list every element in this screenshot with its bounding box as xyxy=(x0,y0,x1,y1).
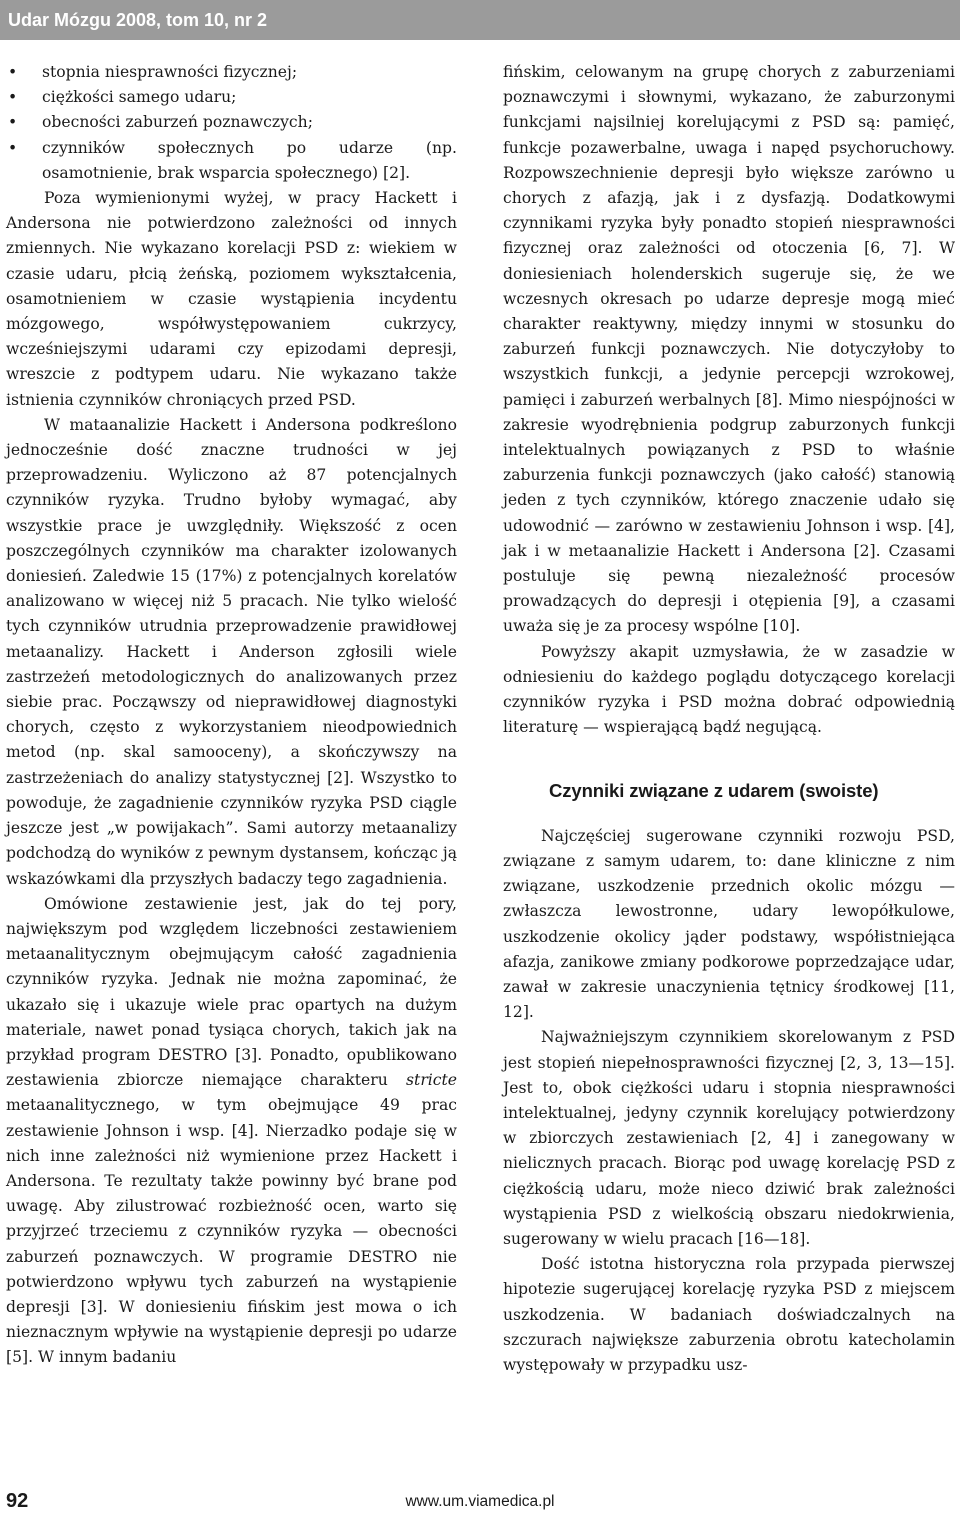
list-item: • obecności zaburzeń poznawczych; xyxy=(6,110,457,135)
left-column xyxy=(6,60,457,1371)
risk-factor-list xyxy=(6,60,457,186)
journal-url: www.um.viamedica.pl xyxy=(405,1493,555,1510)
journal-header-bar xyxy=(0,0,960,40)
page-number: 92 xyxy=(6,1490,29,1512)
journal-title: Udar Mózgu 2008, tom 10, nr 2 xyxy=(8,9,268,30)
paragraph: Powyższy akapit uzmysławia, że w zasadzie w odniesieniu do każdego poglądu dotyczącego korelacji czynników ryzyka i PSD można dobrać odpowiednią literaturę — wspierającą bądź negującą. xyxy=(503,642,955,737)
paragraph xyxy=(6,892,457,1371)
list-item: • ciężkości samego udaru; xyxy=(6,85,457,110)
section-heading: Czynniki związane z udarem (swoiste) xyxy=(549,780,879,802)
paragraph: Najważniejszym czynnikiem skorelowanym z PSD jest stopień niepełnosprawności fizycznej [2, 3, 13—15]. Jest to, obok ciężkości udaru i stopnia niesprawności intelektualnej, jedyny czynnik korelujący potwierdzony w zbiorczych zestawieniach [2, 4] i zanegowany w nielicznych pracach. Biorąc pod uwagę korelację PSD z ciężkością udaru, może nieco dziwić brak zależności wystąpienia PSD z wielkością obszaru niedokrwienia, sugerowany w wielu pracach [16—18]. xyxy=(503,1028,955,1248)
paragraph-text: metaanalitycznego, w tym obejmujące 49 prac zestawienie Johnson i wsp. [4]. Nierzadko podaje się w nich inne zależności niż wymienione przez Hackett i Andersona. Te rezultaty także powinny być brane pod uwagę. Aby zilustrować rozbieżność ocen, warto się przyjrzeć trzeciemu z czynników ryzyka — obecności zaburzeń poznawczych. W programie DESTRO nie potwierdzono wpływu tych zaburzeń na wystąpienie depresji [3]. W doniesieniu fińskim jest mowa o ich nieznacznym wpływie na wystąpienie depresji po udarze [5]. W innym badaniu xyxy=(6,1096,457,1367)
italic-term: stricte xyxy=(406,1071,457,1090)
list-item: • stopnia niesprawności fizycznej; xyxy=(6,60,457,85)
paragraph-text: Omówione zestawienie jest, jak do tej pory, największym pod względem liczebności zestawieniem metaanalitycznym obejmującym całość zagadnienia czynników ryzyka. Jednak nie można zapominać, że ukazało się i ukazuje wiele prac opartych na dużym materiale, nawet ponad tysiąca chorych, takich jak na przykład program DESTRO [3]. Ponadto, opublikowano zestawienia zbiorcze niemające charakteru xyxy=(6,894,457,1090)
paragraph: fińskim, celowanym na grupę chorych z zaburzeniami poznawczymi i słownymi, wykazano, że zaburzonymi funkcjami najsilniej korelującymi z PSD są: pamięć, funkcje pozawerbalne, uwaga i napęd psychoruchowy. Rozpowszechnienie depresji było większe zarówno u chorych z afazją, jak i z dysfazją. Dodatkowymi czynnikami ryzyka były ponadto stopień niesprawności fizycznej oraz zależności od otoczenia [6, 7]. W doniesieniach holenderskich sugeruje się, że we wczesnych okresach po udarze depresje mogą mieć charakter reaktywny, między innymi w stosunku do zaburzeń funkcji poznawczych. Nie dotyczyłoby to wszystkich funkcji, a jedynie percepcji wzrokowej, pamięci i zaburzeń werbalnych [8]. Mimo niespójności w zakresie wyodrębnienia podgrup zaburzonych funkcji intelektualnych powiązanych z PSD to właśnie zaburzenia funkcji poznawczych (jako całość) stanowią jeden z tych czynników, którego znaczenie udało się udowodnić — zarówno w zestawieniu Johnson i wsp. [4], jak i w metaanalizie Hackett i Andersona [2]. Czasami postuluje się pewną niezależność procesów prowadzących do depresji i otępienia [9], a czasami uważa się je za procesy wspólne [10]. xyxy=(503,63,955,636)
paragraph: Poza wymienionymi wyżej, w pracy Hackett i Andersona nie potwierdzono zależności od innych zmiennych. Nie wykazano korelacji PSD z: wiekiem w czasie udaru, płcią żeńską, poziomem wykształcenia, osamotnieniem w czasie wystąpienia incydentu mózgowego, współwystępowaniem cukrzycy, wcześniejszymi udarami czy epizodami depresji, wreszcie z podtypem udaru. Nie wykazano także istnienia czynników chroniących przed PSD. xyxy=(6,189,457,409)
list-item: • czynników społecznych po udarze (np. osamotnienie, brak wsparcia społecznego) [2]. xyxy=(6,136,457,186)
paragraph: Dość istotna historyczna rola przypada pierwszej hipotezie sugerującej korelację ryzyka PSD z miejscem uszkodzenia. W badaniach doświadczalnych na szczurach największe zaburzenia obrotu katecholamin występowały w przypadku usz- xyxy=(503,1255,955,1374)
right-column xyxy=(503,60,955,1378)
paragraph: Najczęściej sugerowane czynniki rozwoju PSD, związane z samym udarem, to: dane kliniczne z nim związane, uszkodzenie przednich okolic mózgu — zwłaszcza lewostronne, udary lewopółkulowe, uszkodzenie okolicy jąder podstawy, współistniejąca afazja, zanikowe zmiany podkorowe poprzedzające udar, zawał w zakresie unaczynienia tętnicy środkowej [11, 12]. xyxy=(503,826,955,1022)
paragraph: W mataanalizie Hackett i Andersona podkreślono jednocześnie dość znaczne trudności w jej przeprowadzeniu. Wyliczono aż 87 potencjalnych czynników ryzyka. Trudno byłoby wymagać, aby wszystkie prace je uwzględniły. Większość z ocen poszczególnych czynników ma charakter izolowanych doniesień. Zaledwie 15 (17%) z potencjalnych korelatów analizowano w więcej niż 5 pracach. Nie tylko wielość tych czynników utrudnia przeprowadzenie prawidłowej metaanalizy. Hackett i Anderson zgłosili wiele zastrzeżeń metodologicznych do analizowanych przez siebie prac. Począwszy od nieprawidłowej diagnostyki chorych, często z wykorzystaniem nieodpowiednich metod (np. skal samooceny), a skończywszy na zastrzeżeniach do analizy statystycznej [2]. Wszystko to powoduje, że zagadnienie czynników ryzyka PSD ciągle jeszcze jest „w powijakach”. Sami autorzy metaanalizy podchodzą do wyników z pewnym dystansem, kończąc ją wskazówkami dla przyszłych badaczy tego zagadnienia. xyxy=(6,415,457,888)
